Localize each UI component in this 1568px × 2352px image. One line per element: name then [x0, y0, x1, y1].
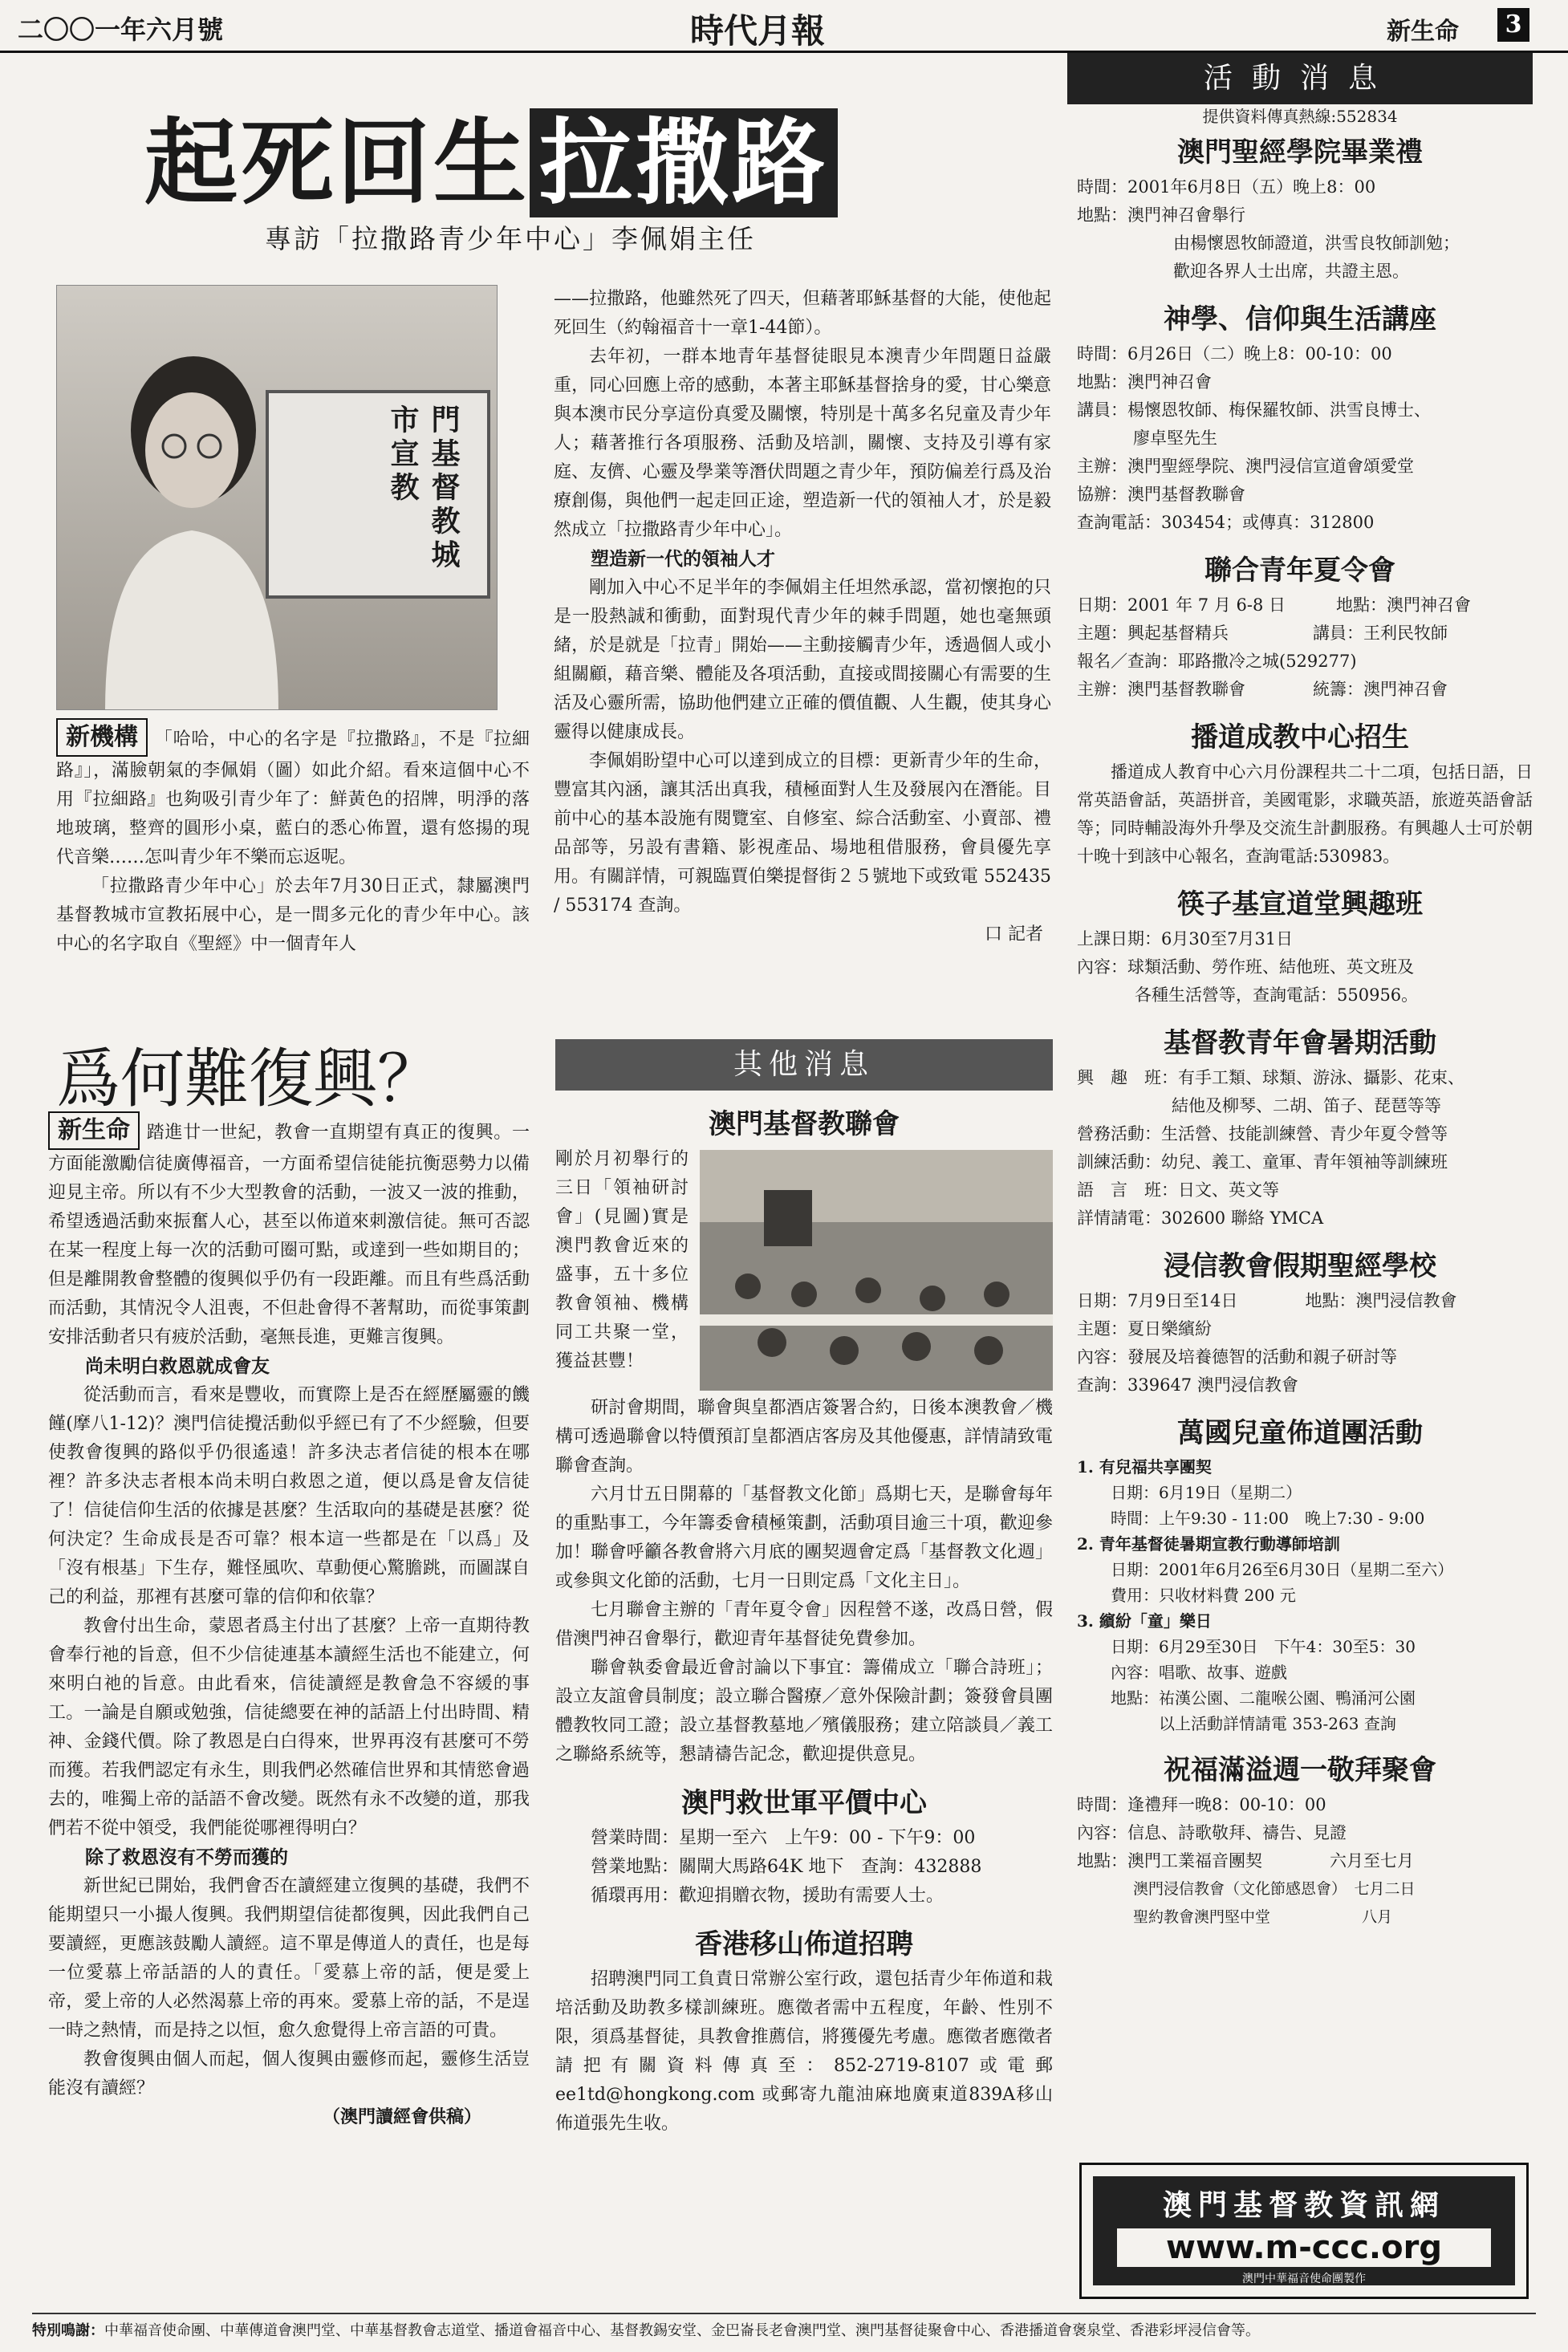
event2-details: 時間：6月26日（二）晚上8：00-10：00 地點：澳門神召會 講員：楊懷恩牧師、梅保羅牧師、洪雪良博士、 廖卓堅先生 主辦：澳門聖經學院、澳門浸信宣道會頌愛堂 協辦：澳門基督教聯會 查詢電話：303454；或傳真：312800	[1077, 344, 1431, 532]
events-hotline: 提供資料傳真熱線:552834	[1202, 107, 1398, 126]
army-address: 營業地點：關閘大馬路64K 地下 查詢：432888	[591, 1857, 982, 1877]
army-title: 澳門救世軍平價中心	[681, 1787, 927, 1819]
event1-title: 澳門聖經學院畢業禮	[1177, 136, 1423, 169]
photo-sign	[266, 390, 490, 599]
section-name: 新生命	[1387, 18, 1459, 46]
org-p4: 七月聯會主辦的「青年夏令會」因程營不遂，改爲日營，假借澳門神召會舉行，歡迎青年基督徒免費參加。	[555, 1600, 1053, 1649]
army-info	[555, 1824, 1053, 1911]
event2-title: 神學、信仰與生活講座	[1164, 303, 1436, 335]
article2-title: 爲何難復興？	[56, 1042, 441, 1116]
title-light: 起死回生	[144, 108, 530, 217]
org-p3: 六月廿五日開幕的「基督教文化節」爲期七天，是聯會每年的重點事工，今年籌委會積極策劃，活動項目逾三十項，歡迎參加！聯會呼籲各教會將六月底的團契週會定爲「基督教文化週」或參與文化節的活動，七月一日則定爲「文化主日」。	[555, 1485, 1053, 1591]
org-p2: 研討會期間，聯會與皇都酒店簽署合約，日後本澳教會／機構可透過聯會以特價預訂皇都酒店客房及其他優惠，詳情請致電聯會查詢。	[555, 1398, 1053, 1476]
portrait-photo	[56, 285, 498, 710]
event9-title: 祝福滿溢週一敬拜聚會	[1164, 1754, 1436, 1786]
meeting-photo	[700, 1150, 1053, 1391]
event4-title: 播道成教中心招生	[1191, 721, 1409, 754]
article1-label: 新機構	[56, 718, 148, 757]
article1-right-p3: 剛加入中心不足半年的李佩娟主任坦然承認，當初懷抱的只是一股熱誠和衝動，面對現代青少年的棘手問題，她也毫無頭緒，於是就是「拉青」開始——主動接觸青少年，透過個人或小組關顧，藉音樂、體能及各項活動，直接或間接關心有需要的生活及心靈所需，協助他們建立正確的價值觀、人生觀，使其身心靈得以健康成長。	[554, 578, 1051, 742]
org-p1: 剛於月初舉行的三日「領袖研討會」(見圖)實是澳門教會近來的盛事，五十多位教會領袖、機構同工共聚一堂，獲益甚豐！	[555, 1149, 689, 1371]
article1-right-p2: 去年初，一群本地青年基督徒眼見本澳青少年問題日益嚴重，同心回應上帝的感動，本著主耶穌基督捨身的愛，甘心樂意與本澳市民分享這份真愛及關懷，特別是十萬多名兒童及青少年人；藉著推行各項服務、活動及培訓，關懷、支持及引導有家庭、友儕、心靈及學業等潛伏問題之青少年，預防偏差行爲及治療創傷，與他們一起走回正途，塑造新一代的領袖人才，於是毅然成立「拉撒路青少年中心」。	[554, 347, 1051, 540]
article2-p3: 教會付出生命，蒙恩者爲主付出了甚麼？上帝一直期待教會奉行祂的旨意，但不少信徒連基本讀經生活也不能建立，何來明白祂的旨意。由此看來，信徒讀經是教會急不容緩的事工。一論是自願或勉強，信徒總要在神的話語上付出時間、精神、金錢代價。除了教恩是白白得來，世界再沒有甚麼可不勞而獲。若我們認定有永生，則我們必然確信世界和其情慾會過去的，唯獨上帝的話語不會改變。既然有永不改變的道，那我們若不從中領受，我們能從哪裡得明白？	[48, 1616, 530, 1838]
footer-label: 特別鳴謝：	[32, 2322, 104, 2339]
article2-p5: 教會復興由個人而起，個人復興由靈修而起，靈修生活豈能沒有讀經？	[48, 2049, 530, 2098]
other-news	[555, 1039, 1053, 2139]
footer-thanks	[32, 2313, 1536, 2340]
photo-sign-text: 門基督教城市宣教	[386, 404, 461, 573]
article1-title	[144, 88, 838, 222]
events-column	[1067, 53, 1533, 1932]
article2-p1: 踏進廿一世紀，教會一直期望有真正的復興。一方面能激勵信徒廣傳福音，一方面希望信徒能抗衡惡勢力以備迎見主帝。所以有不少大型教會的活動，一波又一波的推動，希望透過活動來振奮人心，甚至以佈道來刺激信徒。無可否認在某一程度上每一次的活動可圈可點，或達到一些如期目的；但是離開教會整體的復興似乎仍有一段距離。而且有些爲活動而活動，其情況令人沮喪，不但赴會得不著幫助，而從事策劃安排活動者只有疲於活動，毫無長進，更難言復興。	[48, 1123, 530, 1347]
event8-title: 萬國兒童佈道團活動	[1177, 1417, 1423, 1449]
army-hours: 營業時間：星期一至六 上午9：00 - 下午9：00	[591, 1828, 976, 1848]
title-bold: 拉撒路	[530, 108, 838, 217]
article2-p4: 新世紀已開始，我們會否在讀經建立復興的基礎，我們不能期望只一小撮人復興。我們期望信徒都復興，因此我們自己要讀經，更應該鼓勵人讀經。這不單是傳道人的責任，也是每一位愛慕上帝話語的人的責任。「愛慕上帝的話，便是愛上帝，愛上帝的人必然渴慕上帝的再來。愛慕上帝的話，不是逞一時之熱情，而是持之以恒，愈久愈覺得上帝言語的可貴。	[48, 1876, 530, 2041]
article2-body	[48, 1111, 530, 2128]
article2-subhead2: 除了救恩沒有不勞而獲的	[85, 1846, 288, 1868]
event7-details: 日期：7月9日至14日 地點：澳門浸信教會 主題：夏日樂繽紛 內容：發展及培養德智的活動和親子研討等 查詢：339647 澳門浸信教會	[1077, 1291, 1457, 1395]
events-header: 活動消息	[1067, 53, 1533, 104]
event3-title: 聯合青年夏令會	[1204, 554, 1395, 587]
masthead: 時代月報	[690, 11, 826, 51]
page-number: 3	[1497, 8, 1529, 42]
org-title: 澳門基督教聯會	[709, 1108, 900, 1140]
article1-subhead: 塑造新一代的領袖人才	[591, 548, 775, 570]
person-silhouette	[89, 342, 282, 710]
article1-subtitle: 專訪「拉撒路青少年中心」李佩娟主任	[265, 223, 756, 254]
web-name: 澳門基督教資訊網	[1162, 2188, 1445, 2222]
hk-text: 招聘澳門同工負責日常辦公室行政，還包括青少年佈道和栽培活動及助教多樣訓練班。應徵者需中五程度，年齡、性別不限，須爲基督徒，具教會推薦信，將獲優先考慮。應徵者應徵者請把有關資料傳真至：852-2719-8107或電郵 ee1td@hongkong.com 或郵寄九龍油麻地廣東道839A移山佈道張先生收。	[555, 1969, 1053, 2134]
article2-subhead1: 尚未明白救恩就成會友	[85, 1355, 270, 1377]
event7-title: 浸信教會假期聖經學校	[1164, 1250, 1436, 1282]
article2-credit: （澳門讀經會供稿）	[322, 2106, 481, 2127]
issue-date: 二〇〇一年六月號	[18, 14, 224, 45]
article1-right-p4: 李佩娟盼望中心可以達到成立的目標：更新青少年的生命，豐富其內涵，讓其活出真我，積極面對人生及發展內在潛能。目前中心的基本設施有閱覽室、自修室、綜合活動室、小賣部、禮品部等，另設有書籍、影視產品、場地租借服務，會員優先享用。有關詳情，可親臨賈伯樂提督街２５號地下或致電 552435 / 553174 查詢。	[554, 751, 1051, 916]
article1-left-body	[56, 718, 530, 959]
event8-details: 1. 有兒福共享團契 日期：6月19日（星期二） 時間：上午9:30 - 11:00 晚上7:30 - 9:00 2. 青年基督徒暑期宣教行動導師培訓 日期：2001年6月26至6月30日（星期二至六） 費用：只收材料費 200 元 3. 繽紛「童」樂日 日期：6月29至30日 下午4：30至5：30 內容：唱歌、故事、遊戲 地點：祐漢公園、二龍喉公園、鴨涌河公園 以上活動詳情請電 353-263 查詢	[1077, 1457, 1454, 1733]
event5-title: 筷子基宣道堂興趣班	[1177, 888, 1423, 920]
event4-text: 播道成人教育中心六月份課程共二十二項，包括日語，日常英語會話，英語拼音，美國電影，求職英語，旅遊英語會話等；同時輔設海外升學及交流生計劃服務。有興趣人士可於朝十晚十到該中心報名，查詢電話:530983。	[1077, 762, 1533, 866]
army-recycle: 循環再用：歡迎捐贈衣物，援助有需要人士。	[591, 1886, 944, 1906]
article1-left-p2: 「拉撒路青少年中心」於去年7月30日正式，隸屬澳門基督教城市宣教拓展中心，是一間多元化的青少年中心。該中心的名字取自《聖經》中一個青年人	[56, 876, 530, 954]
event5-details: 上課日期：6月30至7月31日 內容：球類活動、勞作班、結他班、英文班及 各種生活營等，查詢電話：550956。	[1077, 929, 1419, 1005]
footer-text: 中華福音使命團、中華傳道會澳門堂、中華基督教會志道堂、播道會福音中心、基督教錫安堂、金巴崙長老會澳門堂、澳門基督徒聚會中心、香港播道會褒泉堂、香港彩坪浸信會等。	[104, 2322, 1260, 2339]
web-maker: 澳門中華福音使命團製作	[1242, 2273, 1366, 2285]
article2-p2: 從活動而言，看來是豐收，而實際上是否在經歷屬靈的饑饉(摩八1-12)？澳門信徒攪活動似乎經已有了不少經驗，但要使教會復興的路似乎仍很遙遠！許多決志者信徒的根本在哪裡？許多決志者根本尚未明白救恩之道，便以爲是會友信徒了！信徒信仰生活的依據是甚麼？生活取向的基礎是甚麼？從何決定？生命成長是否可靠？根本這一些都是在「以爲」及「沒有根基」下生存，難怪風吹、草動便心驚膽跳，而圖謀自己的利益，那裡有甚麼可靠的信仰和依靠？	[48, 1385, 530, 1607]
event1-details: 時間：2001年6月8日（五）晚上8：00 地點：澳門神召會舉行 由楊懷恩牧師證道，洪雪良牧師訓勉； 歡迎各界人士出席，共證主恩。	[1077, 177, 1460, 281]
article2-label: 新生命	[48, 1111, 140, 1150]
article1-right-p1: ——拉撒路，他雖然死了四天，但藉著耶穌基督的大能，使他起死回生（約翰福音十一章1-44節）。	[554, 289, 1051, 338]
event9-details: 時間：逢禮拜一晚8：00-10：00 內容：信息、詩歌敬拜、禱告、見證 地點：澳門工業福音團契 六月至七月 澳門浸信教會（文化節感恩會） 七月二日 聖約教會澳門堅中堂 八月	[1077, 1795, 1416, 1926]
event6-details: 興 趣 班：有手工類、球類、游泳、攝影、花束、 結他及柳琴、二胡、笛子、琵琶等等 營務活動：生活營、技能訓練營、青少年夏令營等 訓練活動：幼兒、義工、童軍、青年領袖等訓練班 語 言 班：日文、英文等 詳情請電：302600 聯絡 YMCA	[1077, 1068, 1464, 1228]
web-url[interactable]: www.m-ccc.org	[1117, 2228, 1491, 2267]
article1-left-p1: 「哈哈，中心的名字是『拉撒路』，不是『拉細路』」，滿臉朝氣的李佩娟（圖）如此介紹。看來這個中心不用『拉細路』也夠吸引青少年了：鮮黃色的招牌，明淨的落地玻璃，整齊的圓形小桌，藍白的悉心佈置，還有悠揚的現代音樂……怎叫青少年不樂而忘返呢。	[56, 729, 530, 867]
article1-right-body	[554, 285, 1051, 945]
event3-details: 日期：2001 年 7 月 6-8 日 地點：澳門神召會 主題：興起基督精兵 講員：王利民牧師 報名／查詢：耶路撒冷之城(529277) 主辦：澳門基督教聯會 統籌：澳門神召會	[1077, 595, 1471, 699]
website-box	[1079, 2163, 1529, 2299]
hk-title: 香港移山佈道招聘	[695, 1928, 913, 1960]
article1-byline: 口 記者	[985, 924, 1043, 944]
org-p5: 聯會執委會最近會討論以下事宜：籌備成立「聯合詩班」；設立友誼會員制度；設立聯合醫療／意外保險計劃；簽發會員團體教牧同工證；設立基督教墓地／殯儀服務；建立陪談員／義工之聯絡系統等，懇請禱告記念，歡迎提供意見。	[555, 1658, 1053, 1765]
org-block	[555, 1145, 1053, 1769]
event6-title: 基督教青年會暑期活動	[1164, 1027, 1436, 1059]
other-news-header: 其他消息	[555, 1039, 1053, 1091]
